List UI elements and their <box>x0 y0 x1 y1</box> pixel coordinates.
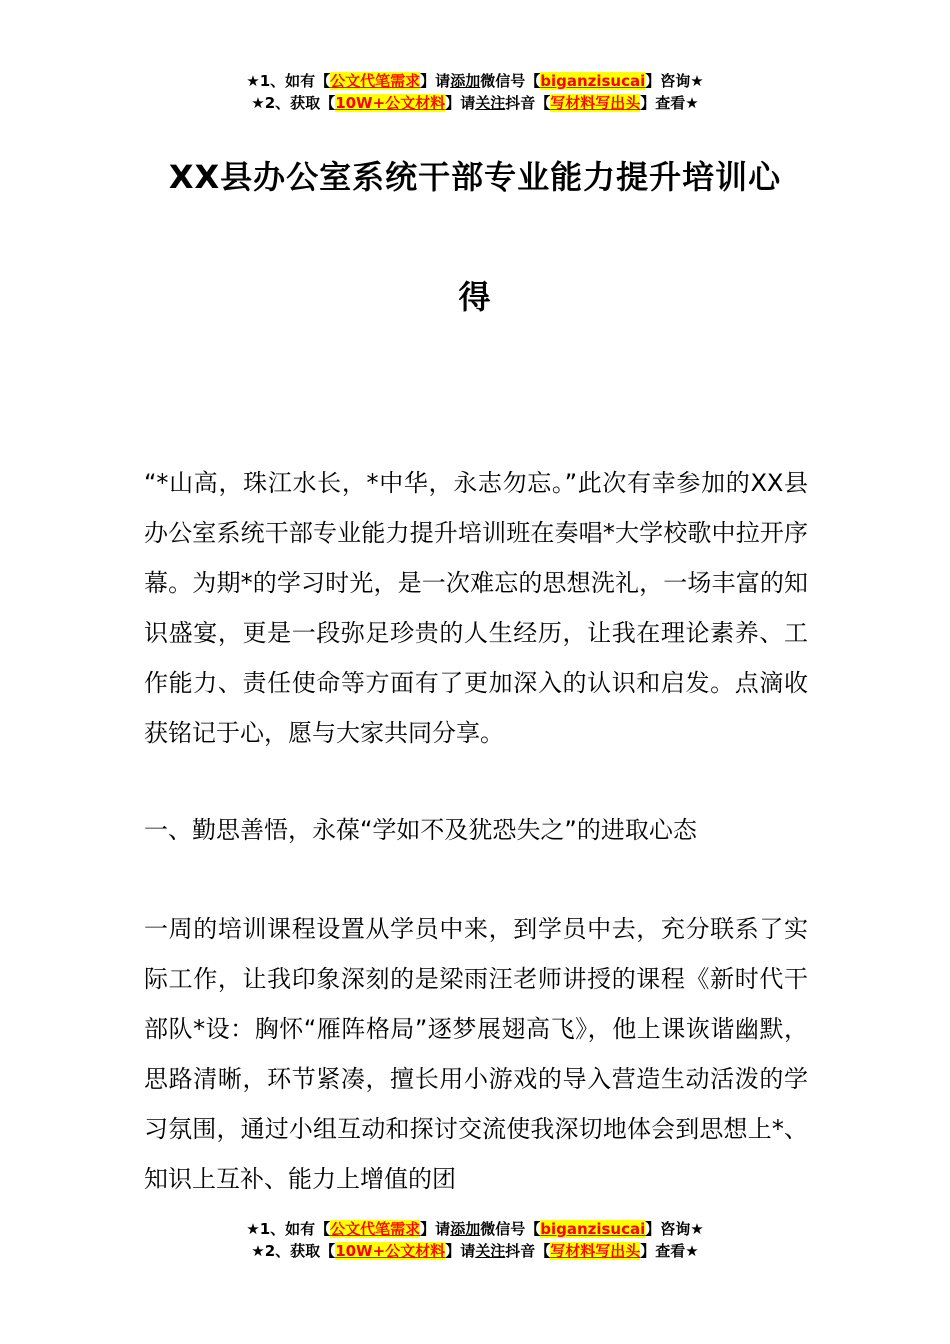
promo-text: 微信号【 <box>480 1220 541 1238</box>
promo-text: ★2、获取【 <box>251 1242 336 1260</box>
promo-banner-top <box>0 70 950 114</box>
promo-highlight: biganzisucai <box>540 72 646 90</box>
promo-text: ★1、如有【 <box>246 72 331 90</box>
promo-underlined-text: 关注 <box>475 1242 506 1260</box>
promo-text: 】查看★ <box>640 1242 699 1260</box>
promo-banner-bottom <box>0 1218 950 1262</box>
promo-text: 】咨询★ <box>645 72 704 90</box>
promo-highlight: 10W+公文材料 <box>335 94 446 112</box>
promo-highlight: 写材料写出头 <box>550 1242 641 1260</box>
promo-text: 】查看★ <box>640 94 699 112</box>
promo-text: ★1、如有【 <box>246 1220 331 1238</box>
promo-line-1 <box>0 1218 950 1240</box>
promo-text: 】咨询★ <box>645 1220 704 1238</box>
promo-text: 微信号【 <box>480 72 541 90</box>
promo-text: 】请 <box>445 94 476 112</box>
promo-highlight: 10W+公文材料 <box>335 1242 446 1260</box>
promo-text: 】请 <box>420 1220 451 1238</box>
promo-line-2 <box>0 1240 950 1262</box>
promo-text: 】请 <box>445 1242 476 1260</box>
promo-underlined-text: 关注 <box>475 94 506 112</box>
promo-underlined-text: 添加 <box>450 72 481 90</box>
body-paragraph: 一周的培训课程设置从学员中来，到学员中去，充分联系了实际工作，让我印象深刻的是梁雨汪老师讲授的课程《新时代干部队*设：胸怀“雁阵格局”逐梦展翅高飞》，他上课诙谐幽默，思路清晰，环节紧凑，擅长用小游戏的导入营造生动活泼的学习氛围，通过小组互动和探讨交流使我深切地体会到思想上*、知识上互补、能力上增值的团 <box>144 915 808 1193</box>
body-paragraph: “*山高，珠江水长，*中华，永志勿忘。”此次有幸参加的XX县办公室系统干部专业能力提升培训班在奏唱*大学校歌中拉开序幕。为期*的学习时光，是一次难忘的思想洗礼，一场丰富的知识盛宴，更是一段弥足珍贵的人生经历，让我在理论素养、工作能力、责任使命等方面有了更加深入的认识和启发。点滴收获铭记于心，愿与大家共同分享。 <box>144 469 808 747</box>
promo-line-2 <box>0 92 950 114</box>
promo-text: 抖音【 <box>505 94 551 112</box>
promo-highlight: 写材料写出头 <box>550 94 641 112</box>
document-title: XX县办公室系统干部专业能力提升培训心 <box>168 158 782 196</box>
promo-text: ★2、获取【 <box>251 94 336 112</box>
promo-highlight: 公文代笔需求 <box>330 72 421 90</box>
promo-line-1 <box>0 70 950 92</box>
promo-highlight: 公文代笔需求 <box>330 1220 421 1238</box>
promo-text: 】请 <box>420 72 451 90</box>
promo-text: 抖音【 <box>505 1242 551 1260</box>
promo-highlight: biganzisucai <box>540 1220 646 1238</box>
promo-underlined-text: 添加 <box>450 1220 481 1238</box>
document-title-continued: 得 <box>458 278 492 316</box>
section-heading: 一、勤思善悟，永葆“学如不及犹恐失之”的进取心态 <box>144 816 697 844</box>
